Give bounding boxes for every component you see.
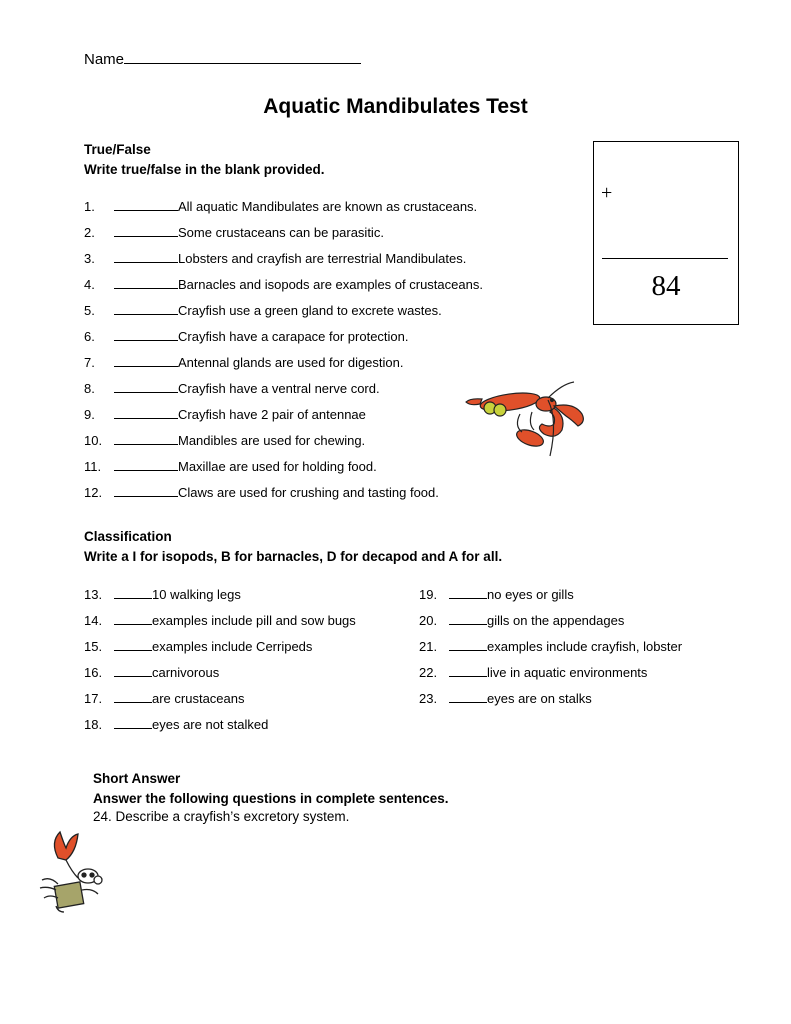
name-field xyxy=(84,47,361,68)
answer-blank[interactable] xyxy=(114,328,178,341)
answer-blank[interactable] xyxy=(449,586,487,599)
name-label: Name xyxy=(84,51,125,68)
classification-item-text: live in aquatic environments xyxy=(487,665,648,680)
tf-item-text: Maxillae are used for holding food. xyxy=(178,459,377,474)
answer-blank[interactable] xyxy=(449,612,487,625)
answer-blank[interactable] xyxy=(114,276,178,289)
tf-item-number: 1. xyxy=(84,199,95,214)
tf-item-number: 3. xyxy=(84,251,95,266)
tf-item xyxy=(84,458,377,474)
tf-item-text: Crayfish have a carapace for protection. xyxy=(178,329,409,344)
tf-item-text: All aquatic Mandibulates are known as crustaceans. xyxy=(178,199,478,214)
classification-item-text: carnivorous xyxy=(152,665,220,680)
classification-item-number: 16. xyxy=(84,665,103,680)
classification-item-text: examples include crayfish, lobster xyxy=(487,639,683,654)
classification-item-number: 15. xyxy=(84,639,103,654)
classification-item-number: 21. xyxy=(419,639,438,654)
tf-item-number: 10. xyxy=(84,433,103,448)
tf-item-number: 6. xyxy=(84,329,95,344)
classification-item xyxy=(84,586,241,602)
classification-item-number: 19. xyxy=(419,587,438,602)
classification-item xyxy=(419,638,682,654)
name-blank[interactable] xyxy=(124,47,361,64)
classification-item-text: no eyes or gills xyxy=(487,587,574,602)
tf-heading: True/False xyxy=(84,142,151,157)
classification-item-number: 17. xyxy=(84,691,103,706)
tf-item xyxy=(84,406,366,422)
short-answer-instruction: Answer the following questions in complete sentences. xyxy=(93,791,449,806)
tf-item-text: Mandibles are used for chewing. xyxy=(178,433,366,448)
classification-item-number: 18. xyxy=(84,717,103,732)
tf-item xyxy=(84,432,365,448)
tf-item xyxy=(84,302,442,318)
classification-item xyxy=(84,716,268,732)
tf-item-text: Barnacles and isopods are examples of crustaceans. xyxy=(178,277,483,292)
answer-blank[interactable] xyxy=(114,250,178,263)
tf-item-number: 4. xyxy=(84,277,95,292)
classification-item-text: examples include pill and sow bugs xyxy=(152,613,356,628)
answer-blank[interactable] xyxy=(114,198,178,211)
answer-blank[interactable] xyxy=(114,432,178,445)
tf-item-number: 11. xyxy=(84,459,102,474)
page-title: Aquatic Mandibulates Test xyxy=(263,95,528,118)
tf-item-number: 2. xyxy=(84,225,95,240)
tf-item-text: Crayfish have 2 pair of antennae xyxy=(178,407,366,422)
tf-item-text: Crayfish have a ventral nerve cord. xyxy=(178,381,380,396)
tf-instruction: Write true/false in the blank provided. xyxy=(84,162,325,177)
classification-item xyxy=(419,664,647,680)
answer-blank[interactable] xyxy=(114,664,152,677)
classification-item-number: 20. xyxy=(419,613,438,628)
classification-item xyxy=(84,690,245,706)
classification-item-text: eyes are not stalked xyxy=(152,717,269,732)
tf-item-number: 8. xyxy=(84,381,95,396)
classification-item-number: 13. xyxy=(84,587,103,602)
lobster-clipart xyxy=(462,380,592,460)
classification-heading: Classification xyxy=(84,529,172,544)
tf-item xyxy=(84,380,380,396)
score-line xyxy=(602,258,728,259)
tf-item xyxy=(84,224,384,240)
tf-item-number: 5. xyxy=(84,303,95,318)
tf-item-text: Lobsters and crayfish are terrestrial Mandibulates. xyxy=(178,251,467,266)
tf-item-text: Claws are used for crushing and tasting food. xyxy=(178,485,439,500)
classification-item xyxy=(419,690,592,706)
tf-item-text: Antennal glands are used for digestion. xyxy=(178,355,404,370)
classification-item-number: 23. xyxy=(419,691,438,706)
tf-item xyxy=(84,328,409,344)
answer-blank[interactable] xyxy=(114,354,178,367)
tf-item-number: 7. xyxy=(84,355,95,370)
answer-blank[interactable] xyxy=(114,638,152,651)
answer-blank[interactable] xyxy=(114,302,178,315)
classification-item-text: are crustaceans xyxy=(152,691,245,706)
answer-blank[interactable] xyxy=(114,406,178,419)
answer-blank[interactable] xyxy=(449,664,487,677)
classification-item-text: eyes are on stalks xyxy=(487,691,592,706)
answer-blank[interactable] xyxy=(114,484,178,497)
tf-item xyxy=(84,250,466,266)
tf-item xyxy=(84,276,483,292)
answer-blank[interactable] xyxy=(114,690,152,703)
short-answer-heading: Short Answer xyxy=(93,771,181,786)
answer-blank[interactable] xyxy=(114,586,152,599)
classification-item xyxy=(84,612,356,628)
classification-item xyxy=(84,664,219,680)
classification-item xyxy=(84,638,312,654)
answer-blank[interactable] xyxy=(114,716,152,729)
answer-blank[interactable] xyxy=(114,380,178,393)
score-total: 84 xyxy=(651,270,681,302)
classification-item-number: 22. xyxy=(419,665,438,680)
classification-instruction: Write a I for isopods, B for barnacles, D for decapod and A for all. xyxy=(84,549,503,564)
tf-item-number: 12. xyxy=(84,485,103,500)
answer-blank[interactable] xyxy=(114,224,178,237)
tf-item-number: 9. xyxy=(84,407,95,422)
tf-item xyxy=(84,484,439,500)
tf-item xyxy=(84,354,404,370)
crab-clipart xyxy=(36,828,112,914)
classification-item-text: 10 walking legs xyxy=(152,587,241,602)
classification-item xyxy=(419,612,624,628)
answer-blank[interactable] xyxy=(449,690,487,703)
answer-blank[interactable] xyxy=(114,458,178,471)
classification-item-text: gills on the appendages xyxy=(487,613,625,628)
answer-blank[interactable] xyxy=(114,612,152,625)
tf-item-text: Some crustaceans can be parasitic. xyxy=(178,225,384,240)
question-24: 24. Describe a crayfish’s excretory system. xyxy=(93,809,350,824)
tf-item xyxy=(84,198,477,214)
classification-item-number: 14. xyxy=(84,613,103,628)
score-plus: + xyxy=(601,182,613,204)
answer-blank[interactable] xyxy=(449,638,487,651)
classification-item-text: examples include Cerripeds xyxy=(152,639,313,654)
score-box xyxy=(593,141,739,325)
tf-item-text: Crayfish use a green gland to excrete wastes. xyxy=(178,303,442,318)
classification-item xyxy=(419,586,574,602)
